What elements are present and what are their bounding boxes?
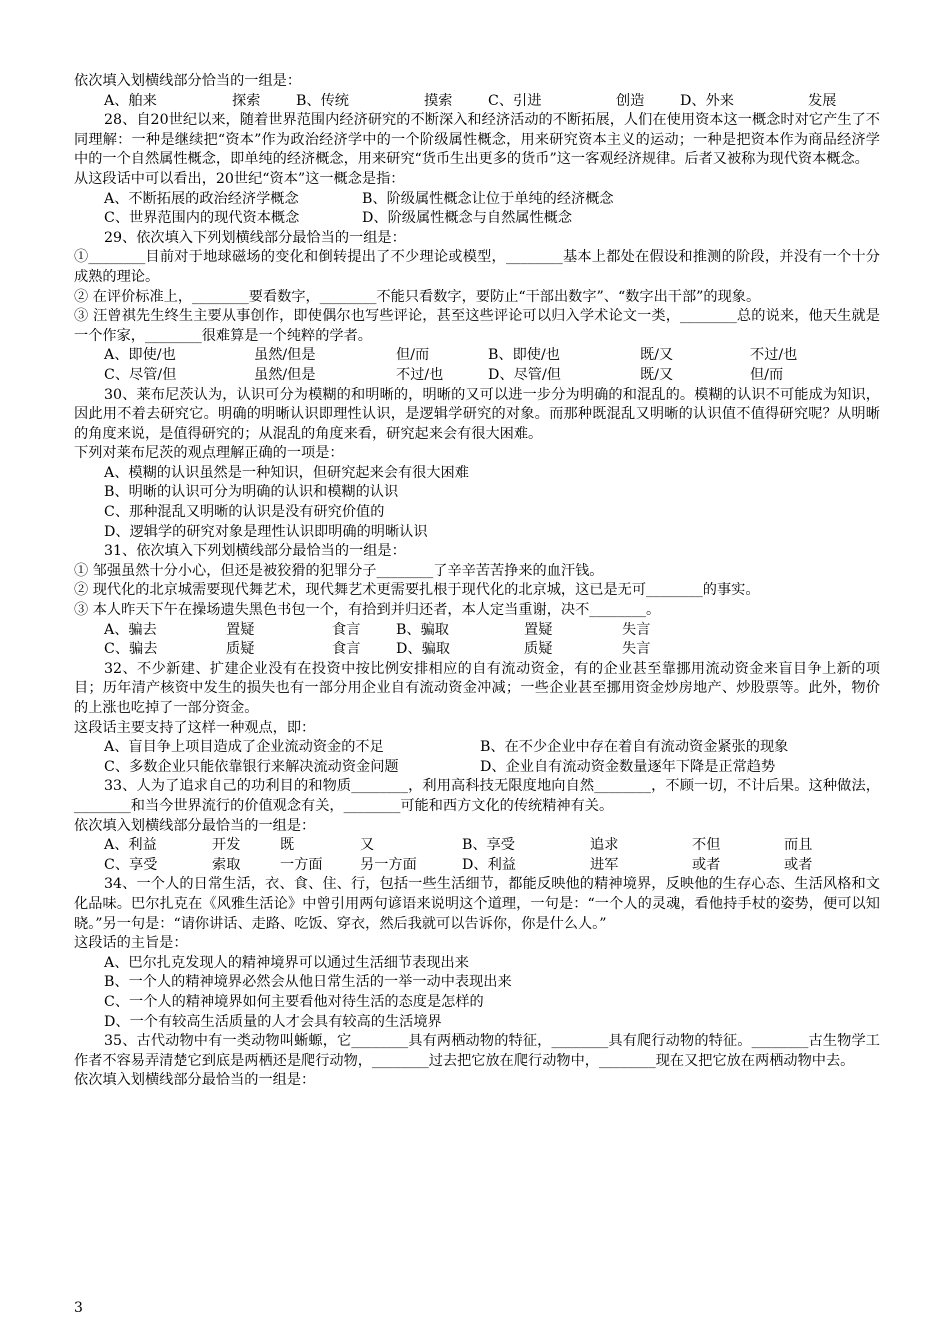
q29-option-b3: 不过/也: [750, 347, 798, 364]
q30-passage: 30、莱布尼茨认为，认识可分为模糊的和明晰的，明晰的又可以进一步分为明确的和混乱的。模糊的认识不可能成为知识，因此用不着去研究它。明确的明晰认识即理性认识，是逻辑学研究的对象。而那种既混乱又明晰的认识值不值得研究呢？从明晰的角度来说，是值得研究的；从混乱的角度来看，研究起来会有很大困难。: [74, 386, 880, 442]
q33-options-ab: [74, 836, 880, 856]
q31-option-d3: 失言: [622, 641, 651, 658]
q27-option-d: D、外来: [680, 92, 734, 109]
q33-option-b: B、享受: [462, 837, 515, 854]
q31-option-c2: 质疑: [226, 641, 255, 658]
q29-options-ab: [74, 346, 880, 366]
q29-option-a3: 但/而: [396, 347, 430, 364]
q32-options-cd: [74, 758, 880, 778]
q34-option-c: C、一个人的精神境界如何主要看他对待生活的态度是怎样的: [104, 993, 484, 1010]
q27-option-c: C、引进: [488, 92, 542, 109]
page-number: 3: [74, 1300, 83, 1316]
q30-option-d: D、逻辑学的研究对象是理性认识即明确的明晰认识: [104, 523, 428, 540]
q31-option-c3: 食言: [332, 641, 361, 658]
q30-option-c: C、那种混乱又明晰的认识是没有研究价值的: [104, 504, 385, 521]
q31-option-b2: 置疑: [524, 621, 553, 638]
q33-option-b4: 而且: [784, 837, 813, 854]
q29-option-b2: 既/又: [640, 347, 674, 364]
q31-option-d: D、骗取: [396, 641, 450, 658]
q33-option-d2: 进军: [590, 856, 619, 873]
q31-option-a: A、骗去: [104, 621, 157, 638]
q28-options-cd: [74, 209, 880, 229]
q27-option-c2: 创造: [616, 92, 645, 109]
q34-option-b: B、一个人的精神境界必然会从他日常生活的一举一动中表现出来: [104, 974, 512, 991]
q33-question: 依次填入划横线部分最恰当的一组是：: [74, 817, 316, 834]
q27-question-stem: 依次填入划横线部分恰当的一组是：: [74, 73, 302, 89]
q29-sentence-2: ② 在评价标准上，________要看数字，________不能只看数字，要防止“干部出数字”、“数字出干部”的现象。: [74, 288, 761, 305]
q29-option-d2: 既/又: [640, 366, 674, 383]
q34-passage: 34、一个人的日常生活，衣、食、住、行，包括一些生活细节，都能反映他的精神境界，反映他的生存心态、生活风格和文化品味。巴尔扎克在《风雅生活论》中曾引用两句谚语来说明这个道理，一句是：“一个人的灵魂，看他持手杖的姿势，便可以知晓。”另一句是：“请你讲话、走路、吃饭、穿衣，然后我就可以告诉你，你是什么人。”: [74, 876, 880, 932]
q31-options-cd: [74, 640, 880, 660]
q29-options-cd: [74, 366, 880, 386]
q29-option-c2: 虽然/但是: [254, 366, 316, 383]
q31-options-ab: [74, 621, 880, 641]
q33-option-a: A、利益: [104, 837, 157, 854]
q33-option-c3: 一方面: [280, 856, 323, 873]
q29-option-d3: 但/而: [750, 366, 784, 383]
q34-option-d: D、一个有较高生活质量的人才会具有较高的生活境界: [104, 1013, 442, 1030]
q28-option-b: B、阶级属性概念让位于单纯的经济概念: [362, 190, 614, 207]
q33-passage: 33、人为了追求自己的功利目的和物质________，利用高科技无限度地向自然________，不顾一切，不计后果。这种做法，________和当今世界流行的价值观念有关，________可能和西方文化的传统精神有关。: [74, 778, 880, 814]
q33-option-c: C、享受: [104, 856, 158, 873]
document-body: [74, 72, 880, 1091]
q32-options-ab: [74, 738, 880, 758]
q32-question: 这段话主要支持了这样一种观点，即：: [74, 719, 316, 736]
q28-passage: 28、自20世纪以来，随着世界范围内经济研究的不断深入和经济活动的不断拓展，人们在使用资本这一概念时对它产生了不同理解：一种是继续把“资本”作为政治经济学中的一个阶级属性概念，用来研究资本主义的运动；一种是把资本作为商品经济学中的一个自然属性概念，即单纯的经济概念，用来研究“货币生出更多的货币”这一客观经济规律。后者又被称为现代资本概念。: [74, 112, 880, 168]
q32-option-a: A、盲目争上项目造成了企业流动资金的不足: [104, 739, 384, 756]
q31-option-a2: 置疑: [226, 621, 255, 638]
q29-sentence-1: ①________目前对于地球磁场的变化和倒转提出了不少理论或模型，________基本上都处在假设和推测的阶段，并没有一个十分成熟的理论。: [74, 249, 880, 285]
q31-option-b3: 失言: [622, 621, 651, 638]
q31-question: 31、依次填入下列划横线部分最恰当的一组是：: [104, 543, 406, 560]
q30-option-b: B、明晰的认识可分为明确的认识和模糊的认识: [104, 484, 399, 501]
q30-option-a: A、模糊的认识虽然是一种知识，但研究起来会有很大困难: [104, 464, 469, 481]
q34-question: 这段话的主旨是：: [74, 935, 188, 952]
q29-option-c3: 不过/也: [396, 366, 444, 383]
q33-option-a4: 又: [360, 837, 375, 854]
q28-option-d: D、阶级属性概念与自然属性概念: [362, 210, 573, 227]
q33-option-a3: 既: [280, 837, 295, 854]
q34-option-a: A、巴尔扎克发现人的精神境界可以通过生活细节表现出来: [104, 954, 469, 971]
q29-question: 29、依次填入下列划横线部分最恰当的一组是：: [104, 229, 406, 246]
q29-option-a2: 虽然/但是: [254, 347, 316, 364]
q31-option-a3: 食言: [332, 621, 361, 638]
q33-option-d: D、利益: [462, 856, 516, 873]
q31-option-d2: 质疑: [524, 641, 553, 658]
q32-option-b: B、在不少企业中存在着自有流动资金紧张的现象: [480, 739, 789, 756]
q31-sentence-2: ② 现代化的北京城需要现代舞艺术，现代舞艺术更需要扎根于现代化的北京城，这已是无可________的事实。: [74, 582, 760, 599]
q29-option-b: B、即使/也: [488, 347, 560, 364]
q31-option-c: C、骗去: [104, 641, 158, 658]
q29-option-d: D、尽管/但: [488, 366, 561, 383]
q27-option-d2: 发展: [808, 92, 837, 109]
q29-option-a: A、即使/也: [104, 347, 176, 364]
q32-option-d: D、企业自有流动资金数量逐年下降是正常趋势: [480, 758, 776, 775]
q32-passage: 32、不少新建、扩建企业没有在投资中按比例安排相应的自有流动资金，有的企业甚至靠挪用流动资金来盲目争上新的项目；历年清产核资中发生的损失也有一部分用企业自有流动资金冲减；一些企业甚至挪用资金炒房地产、炒股票等。此外，物价的上涨也吃掉了一部分资金。: [74, 660, 880, 716]
q33-option-d4: 或者: [784, 856, 813, 873]
q27-options: [74, 92, 880, 112]
q28-options-ab: [74, 190, 880, 210]
q28-option-c: C、世界范围内的现代资本概念: [104, 210, 300, 227]
q33-option-b2: 追求: [590, 837, 619, 854]
q33-options-cd: [74, 856, 880, 876]
q31-sentence-1: ① 邹强虽然十分小心，但还是被狡猾的犯罪分子________了辛辛苦苦挣来的血汗钱。: [74, 562, 604, 579]
q28-question: 从这段话中可以看出，20世纪“资本”这一概念是指：: [74, 170, 405, 187]
q33-option-c2: 索取: [212, 856, 241, 873]
q28-option-a: A、不断拓展的政治经济学概念: [104, 190, 299, 207]
q31-option-b: B、骗取: [396, 621, 449, 638]
q33-option-c4: 另一方面: [360, 856, 417, 873]
q33-option-a2: 开发: [212, 837, 241, 854]
q27-option-b: B、传统: [296, 92, 349, 109]
q29-option-c: C、尽管/但: [104, 366, 177, 383]
q35-question: 依次填入划横线部分最恰当的一组是：: [74, 1072, 316, 1089]
q29-sentence-3: ③ 汪曾祺先生终生主要从事创作，即使偶尔也写些评论，甚至这些评论可以归入学术论文一类，________总的说来，他天生就是一个作家，________很难算是一个纯粹的学者。: [74, 308, 880, 344]
q27-option-a2: 探索: [232, 92, 261, 109]
q31-sentence-3: ③ 本人昨天下午在操场遗失黑色书包一个，有拾到并归还者，本人定当重谢，决不________。: [74, 602, 661, 619]
q32-option-c: C、多数企业只能依靠银行来解决流动资金问题: [104, 758, 399, 775]
q30-question: 下列对莱布尼茨的观点理解正确的一项是：: [74, 445, 344, 462]
q35-passage: 35、古代动物中有一类动物叫蜥螈，它________具有两栖动物的特征，________具有爬行动物的特征。________古生物学工作者不容易弄清楚它到底是两栖还是爬行动物，________过去把它放在爬行动物中，________现在又把它放在两栖动物中去。: [74, 1033, 880, 1069]
q33-option-b3: 不但: [692, 837, 721, 854]
q27-option-b2: 摸索: [424, 92, 453, 109]
q27-option-a: A、舶来: [104, 92, 157, 109]
q33-option-d3: 或者: [692, 856, 721, 873]
